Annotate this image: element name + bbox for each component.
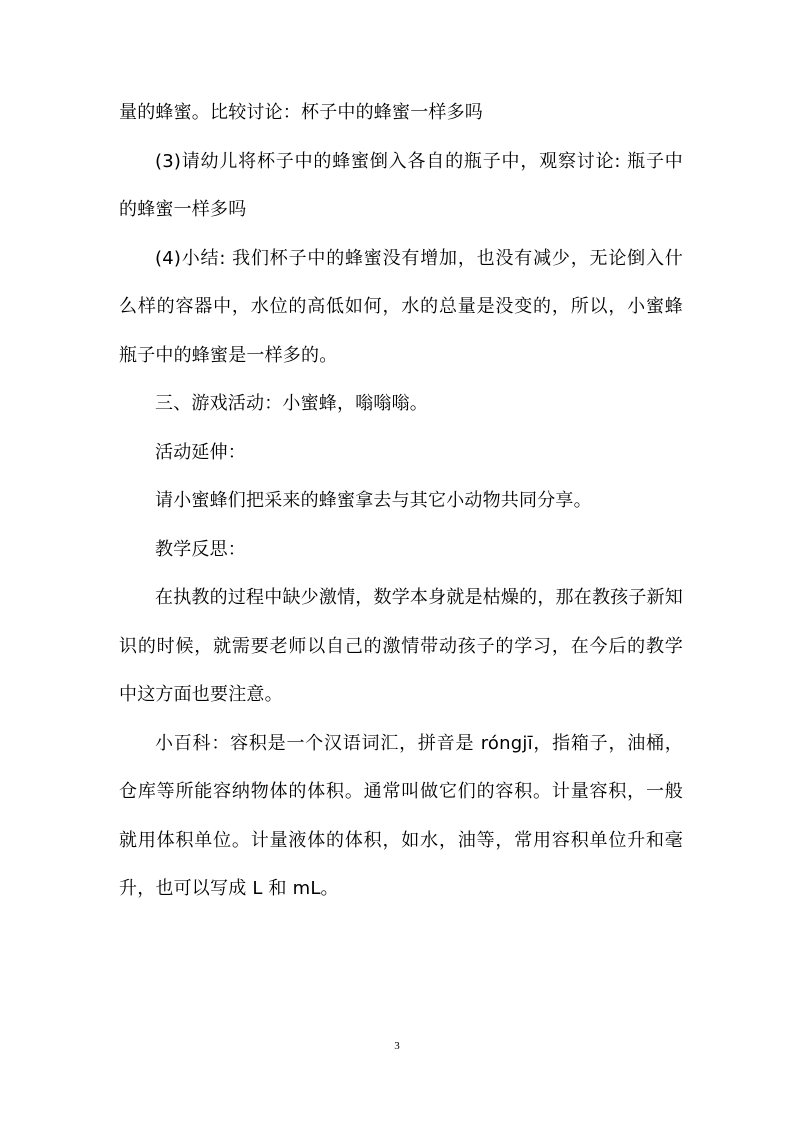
- page-number: 3: [394, 1040, 400, 1052]
- heading-teaching-reflection: 教学反思：: [155, 538, 246, 560]
- paragraph-step-4-summary: (4)小结: 我们杯子中的蜂蜜没有增加，也没有减少，无论倒入什么样的容器中，水位的高低如何，水的总量是没变的，所以，小蜜蜂瓶子中的蜂蜜是一样多的。: [119, 247, 683, 366]
- paragraph-step-3: (3)请幼儿将杯子中的蜂蜜倒入各自的瓶子中，观察讨论: 瓶子中的蜂蜜一样多吗: [119, 150, 683, 220]
- paragraph-activity-extension: 请小蜜蜂们把采来的蜂蜜拿去与其它小动物共同分享。: [155, 490, 592, 511]
- paragraph-teaching-reflection: 在执教的过程中缺少激情，数学本身就是枯燥的，那在教孩子新知识的时候，就需要老师以自己的激情带动孩子的学习，在今后的教学中这方面也要注意。: [119, 587, 683, 705]
- heading-activity-extension: 活动延伸：: [155, 441, 246, 463]
- paragraph-continuation: 量的蜂蜜。比较讨论：杯子中的蜂蜜一样多吗: [119, 102, 483, 123]
- paragraph-encyclopedia: 小百科：容积是一个汉语词汇，拼音是 róngjī，指箱子，油桶，仓库等所能容纳物体的体积。通常叫做它们的容积。计量容积，一般就用体积单位。计量液体的体积，如水，油等，常用容积单位升和毫升，也可以写成 L 和 mL。: [119, 732, 683, 899]
- document-body: [119, 89, 683, 914]
- paragraph-game-activity: 三、游戏活动：小蜜蜂，嗡嗡嗡。: [155, 393, 428, 414]
